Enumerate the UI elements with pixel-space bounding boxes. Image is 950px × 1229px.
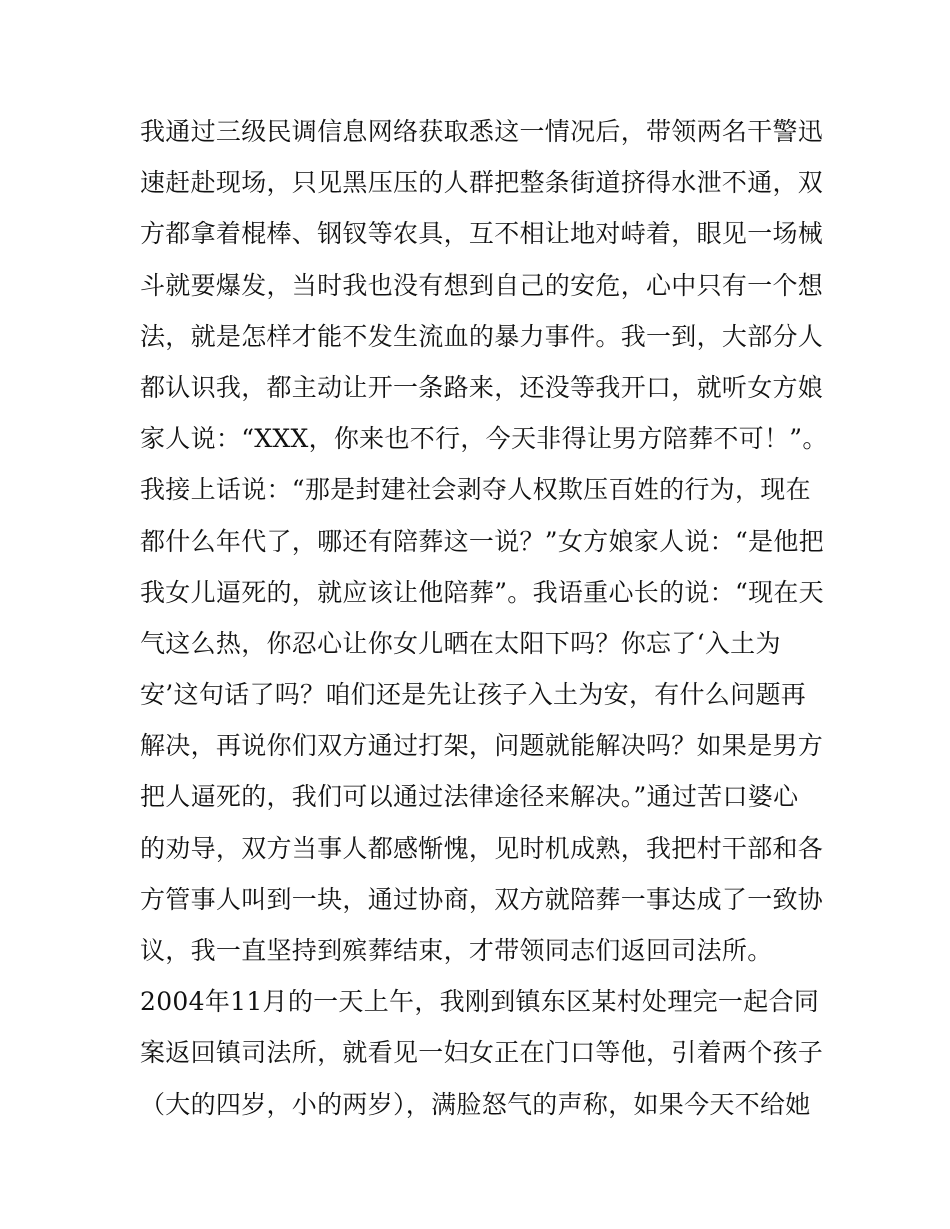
- text-line: 方都拿着棍棒、钢钗等农具，互不相让地对峙着，眼见一场械: [140, 219, 824, 249]
- text-line: 都认识我，都主动让开一条路来，还没等我开口，就听女方娘: [140, 372, 824, 402]
- text-line: 都什么年代了，哪还有陪葬这一说？”女方娘家人说：“是他把: [140, 526, 824, 556]
- text-line: 我女儿逼死的，就应该让他陪葬”。我语重心长的说：“现在天: [140, 577, 824, 607]
- body-text: [140, 106, 828, 1130]
- text-line: 议，我一直坚持到殡葬结束，才带领同志们返回司法所。: [140, 936, 773, 965]
- text-line: 解决，再说你们双方通过打架，问题就能解决吗？如果是男方: [140, 731, 824, 761]
- text-line: 2004年11月的一天上午，我刚到镇东区某村处理完一起合同: [140, 987, 820, 1017]
- text-line: 我通过三级民调信息网络获取悉这一情况后，带领两名干警迅: [140, 117, 824, 146]
- text-line: （大的四岁，小的两岁），满脸怒气的声称，如果今天不给她: [140, 1089, 811, 1119]
- text-line: 家人说：“XXX，你来也不行，今天非得让男方陪葬不可！”。: [140, 424, 828, 454]
- text-line: 法，就是怎样才能不发生流血的暴力事件。我一到，大部分人: [140, 321, 824, 351]
- text-line: 我接上话说：“那是封建社会剥夺人权欺压百姓的行为，现在: [140, 475, 811, 505]
- text-line: 速赶赴现场，只见黑压压的人群把整条街道挤得水泄不通，双: [140, 168, 824, 198]
- text-line: 方管事人叫到一块，通过协商，双方就陪葬一事达成了一致协: [140, 884, 824, 914]
- text-line: 的劝导，双方当事人都感惭愧，见时机成熟，我把村干部和各: [140, 833, 824, 863]
- text-line: 把人逼死的，我们可以通过法律途径来解决。”通过苦口婆心: [140, 782, 799, 812]
- text-line: 斗就要爆发，当时我也没有想到自己的安危，心中只有一个想: [140, 270, 824, 300]
- text-line: 安’这句话了吗？咱们还是先让孩子入土为安，有什么问题再: [140, 680, 807, 710]
- text-line: 案返回镇司法所，就看见一妇女正在门口等他，引着两个孩子: [140, 1038, 824, 1068]
- text-line: 气这么热，你忍心让你女儿晒在太阳下吗？你忘了‘入土为: [140, 628, 781, 658]
